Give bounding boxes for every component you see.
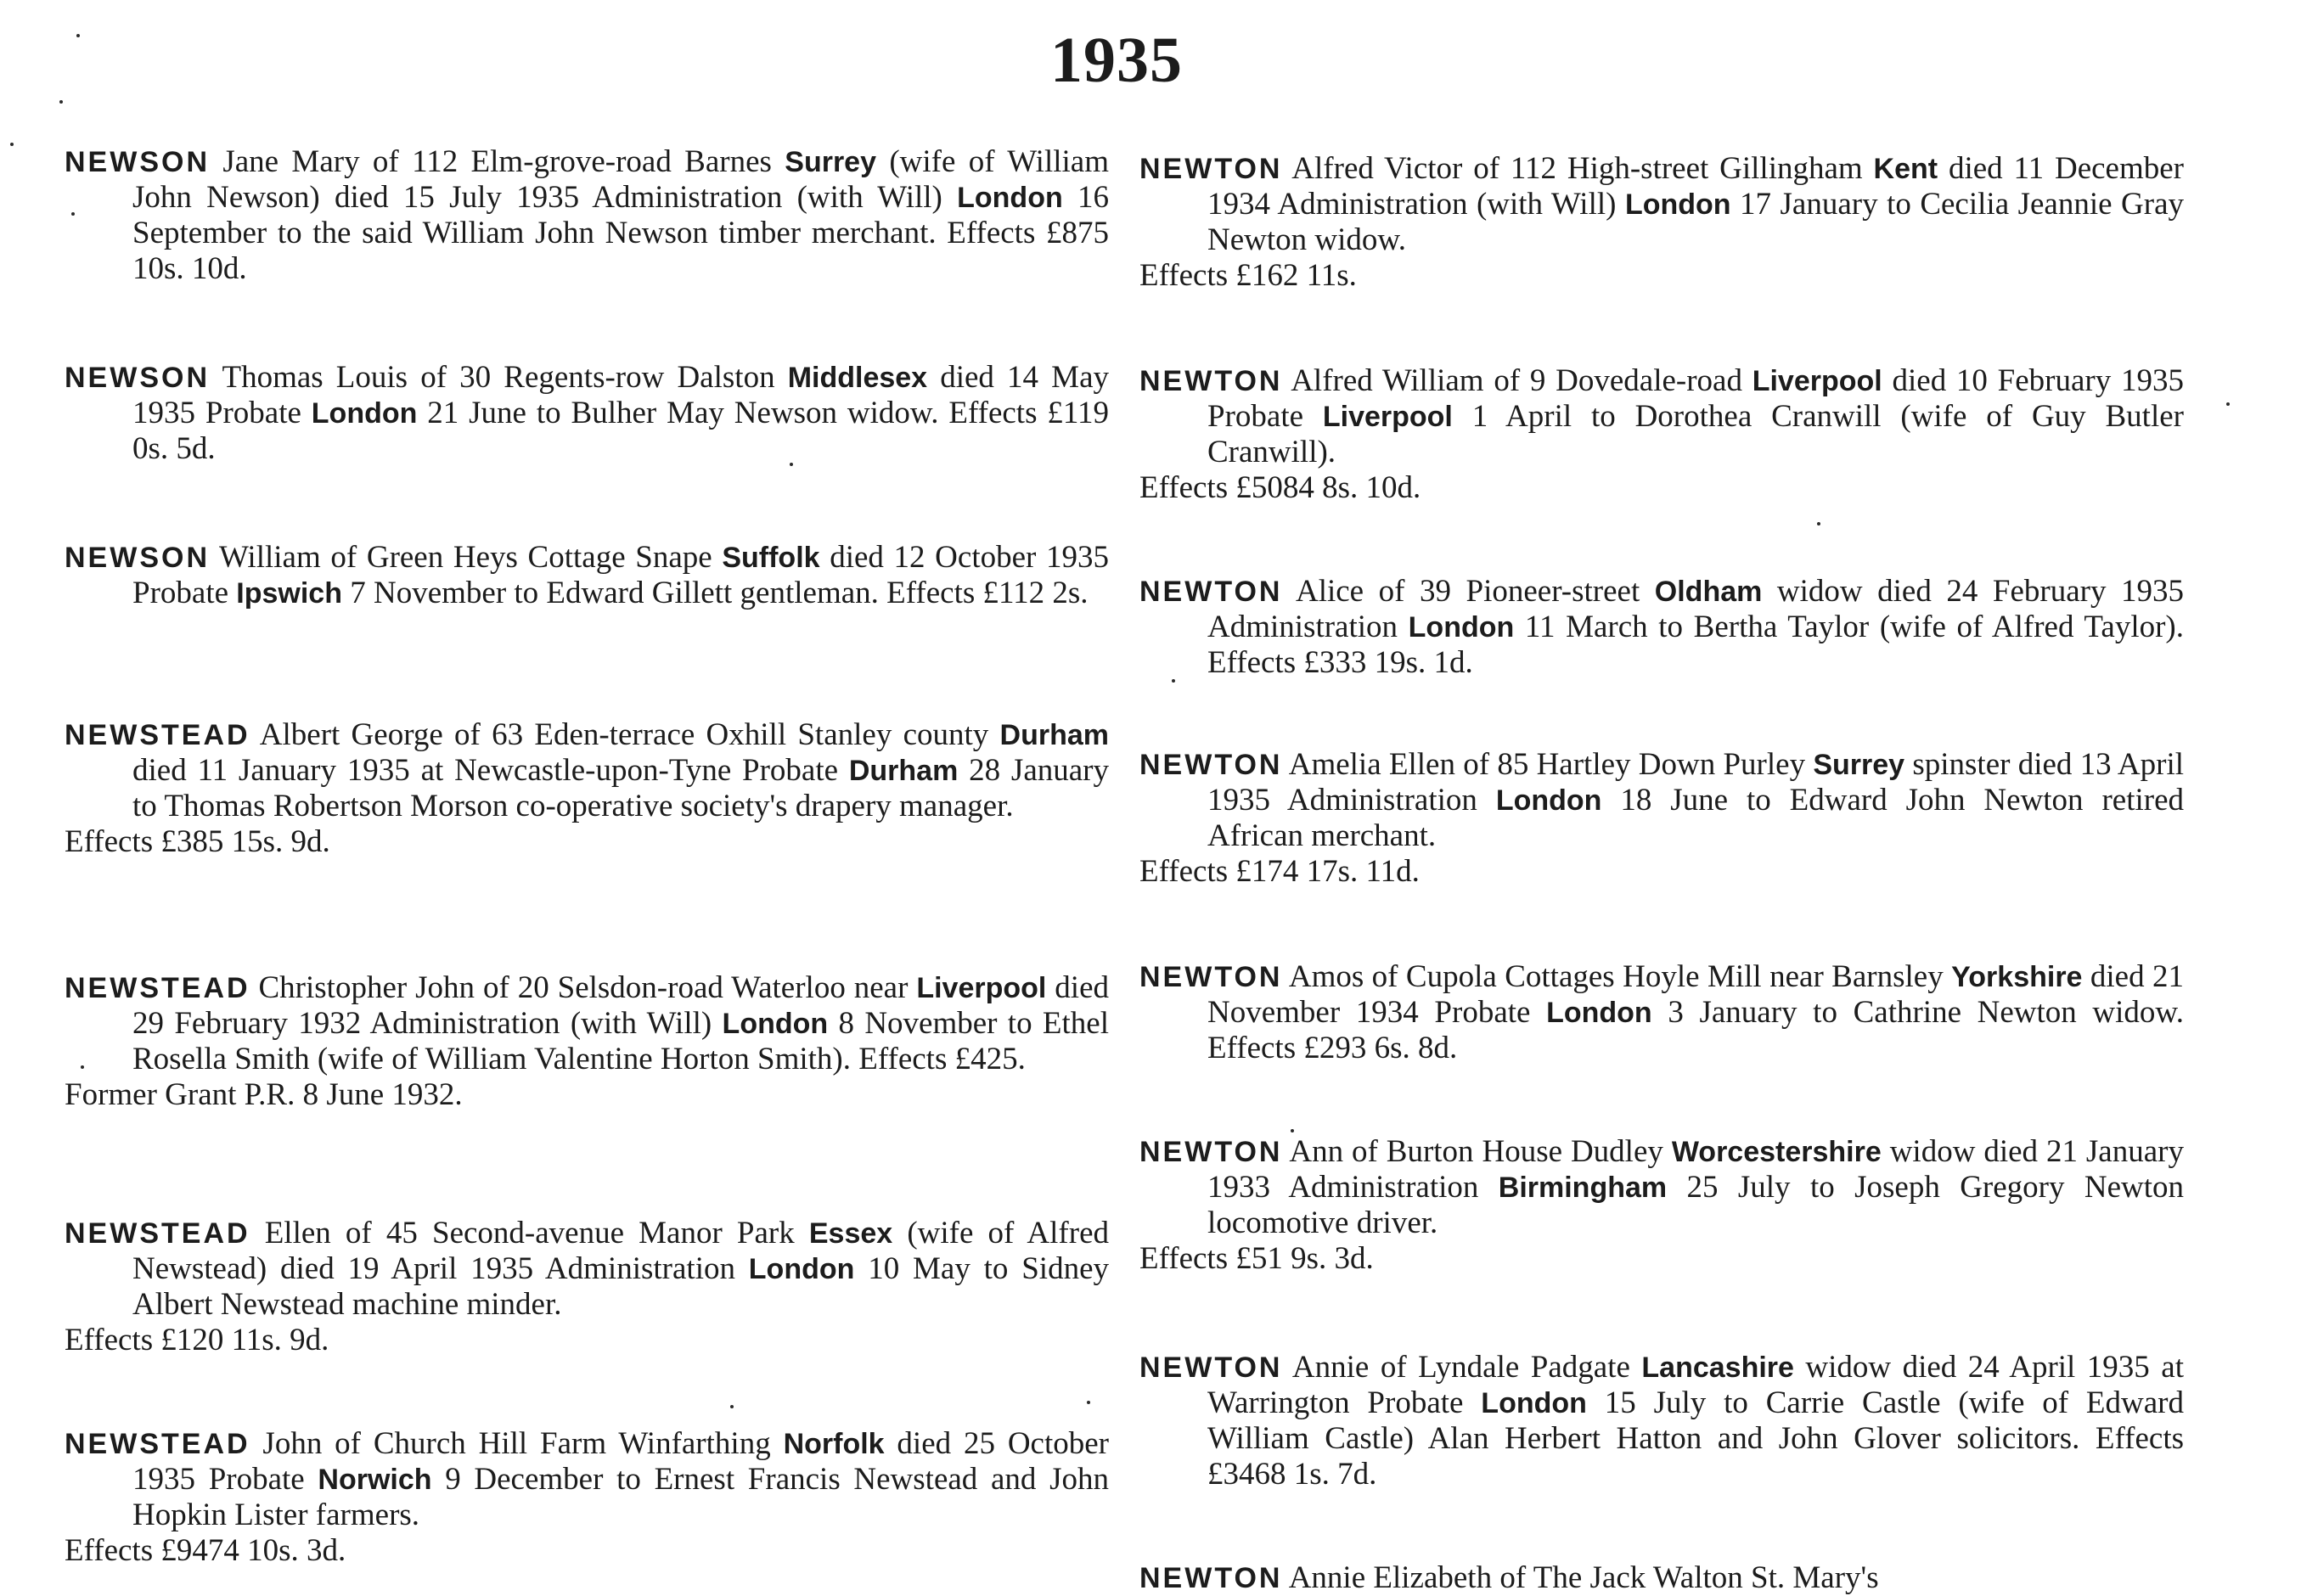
entry-text: died 12 October 1935 Probate [132, 540, 1109, 610]
entry-surname: NEWSTEAD [65, 1428, 250, 1460]
scan-speck [1817, 522, 1820, 525]
entry-surname: NEWTON [1139, 961, 1283, 993]
entry-text: Alice of 39 Pioneer-street [1295, 574, 1655, 609]
entry-text: Annie Elizabeth of The Jack Walton St. Mary's [1288, 1560, 1879, 1595]
entry-text: 11 March to Bertha Taylor (wife of Alfred Taylor). Effects £333 19s. 1d. [1207, 610, 2185, 680]
scan-speck [10, 143, 14, 146]
probate-entry [1139, 1560, 2184, 1596]
entry-surname: NEWTON [1139, 1562, 1283, 1594]
entry-text: 16 September to the said William John Newson timber merchant. Effects £875 10s. 10d. [132, 180, 1109, 286]
entry-place: Surrey [1813, 749, 1905, 781]
entry-text: 17 January to Cecilia Jeannie Gray Newton widow. [1207, 187, 2184, 257]
scan-speck [59, 100, 63, 104]
entry-text: William of Green Heys Cottage Snape [218, 540, 723, 575]
entry-text: Alfred Victor of 112 High-street Gillingham [1291, 151, 1874, 186]
entry-text: Annie of Lyndale Padgate [1291, 1350, 1642, 1385]
entry-text: (wife of William John Newson) died 15 July 1935 Administration (with Will) [132, 144, 1110, 215]
scan-speck [1291, 1129, 1294, 1132]
probate-entry [1139, 1350, 2184, 1492]
entry-text: Alfred William of 9 Dovedale-road [1291, 363, 1752, 398]
scan-speck [71, 212, 75, 216]
entry-text: Jane Mary of 112 Elm-grove-road Barnes [222, 144, 785, 179]
entry-effects: Effects £385 15s. 9d. [65, 824, 330, 859]
entry-surname: NEWSON [65, 146, 210, 178]
entry-place: London [957, 182, 1063, 214]
entry-surname: NEWTON [1139, 153, 1283, 185]
entry-text: died 29 February 1932 Administration (with Will) [132, 970, 1110, 1041]
entry-effects: Effects £174 17s. 11d. [1139, 854, 1420, 889]
entry-text: died 11 December 1934 Administration (with Will) [1207, 151, 2184, 222]
entry-text: 25 July to Joseph Gregory Newton locomotive driver. [1207, 1170, 2185, 1240]
entry-place: Liverpool [1322, 401, 1453, 433]
entry-surname: NEWTON [1139, 576, 1283, 608]
scan-speck [730, 1405, 734, 1408]
entry-surname: NEWSON [65, 362, 210, 394]
entry-effects: Effects £120 11s. 9d. [65, 1323, 329, 1357]
scan-speck [1087, 1401, 1090, 1404]
entry-place: Durham [848, 755, 959, 787]
entry-place: Suffolk [722, 542, 820, 574]
probate-entry [65, 1426, 1109, 1569]
entry-text: died 11 January 1935 at Newcastle-upon-Tyne Probate [132, 753, 849, 788]
entry-text: Christopher John of 20 Selsdon-road Waterloo near [258, 970, 917, 1005]
entry-place: Norwich [318, 1464, 432, 1496]
entry-place: Surrey [785, 146, 876, 178]
entry-surname: NEWTON [1139, 1136, 1283, 1168]
scan-speck [81, 1065, 84, 1069]
probate-entry [1139, 1134, 2184, 1277]
entry-place: London [311, 397, 418, 430]
entry-effects: Effects £162 11s. [1139, 258, 1357, 293]
entry-text: 10 May to Sidney Albert Newstead machine minder. [132, 1251, 1109, 1322]
entry-place: Kent [1873, 153, 1938, 185]
entry-place: Lancashire [1641, 1352, 1794, 1384]
entry-text: spinster died 13 April 1935 Administration [1207, 747, 2185, 818]
entry-place: Liverpool [916, 972, 1047, 1004]
entry-text: Amelia Ellen of 85 Hartley Down Purley [1288, 747, 1814, 782]
entry-text: John of Church Hill Farm Winfarthing [262, 1426, 784, 1461]
page-year: 1935 [1050, 25, 1183, 96]
entry-surname: NEWSTEAD [65, 719, 250, 751]
entry-text: 21 June to Bulher May Newson widow. Effects £119 0s. 5d. [132, 396, 1109, 466]
entry-effects: Effects £51 9s. 3d. [1139, 1241, 1374, 1276]
entry-text: 3 January to Cathrine Newton widow. Effects £293 6s. 8d. [1207, 995, 2184, 1065]
entry-place: Middlesex [787, 362, 928, 394]
entry-place: Birmingham [1498, 1172, 1668, 1204]
entry-text: 7 November to Edward Gillett gentleman. Effects £112 2s. [341, 576, 1089, 610]
entry-surname: NEWTON [1139, 1352, 1283, 1384]
entry-place: Oldham [1654, 576, 1763, 608]
entry-text: died 14 May 1935 Probate [132, 360, 1109, 430]
probate-entry [1139, 747, 2184, 890]
probate-entry [65, 540, 1109, 611]
probate-entry [1139, 574, 2184, 681]
entry-text: Albert George of 63 Eden-terrace Oxhill Stanley county [259, 717, 1000, 752]
entry-text: 1 April to Dorothea Cranwill (wife of Guy Butler Cranwill). [1207, 399, 2184, 469]
probate-entry [65, 1216, 1109, 1358]
entry-surname: NEWTON [1139, 365, 1283, 397]
entry-text: widow died 24 April 1935 at Warrington Probate [1207, 1350, 2184, 1420]
entry-surname: NEWSON [65, 542, 210, 574]
scan-speck [76, 34, 80, 37]
entry-text: Amos of Cupola Cottages Hoyle Mill near Barnsley [1288, 959, 1952, 994]
entry-place: London [1624, 188, 1731, 221]
entry-surname: NEWTON [1139, 749, 1283, 781]
entry-place: London [1495, 784, 1602, 817]
entry-text: died 25 October 1935 Probate [132, 1426, 1110, 1497]
entry-effects: Effects £5084 8s. 10d. [1139, 470, 1421, 505]
entry-text: (wife of Alfred Newstead) died 19 April 1935 Administration [132, 1216, 1110, 1286]
entry-note: Former Grant P.R. 8 June 1932. [65, 1077, 463, 1112]
entry-place: Essex [808, 1217, 893, 1250]
entry-place: London [1546, 997, 1652, 1029]
probate-entry [65, 360, 1109, 467]
entry-place: Ipswich [236, 577, 342, 610]
probate-entry [65, 144, 1109, 287]
entry-text: Ann of Burton House Dudley [1289, 1134, 1672, 1169]
entry-place: Durham [999, 719, 1109, 751]
entry-text: died 21 November 1934 Probate [1207, 959, 2184, 1030]
entry-text: 9 December to Ernest Francis Newstead and John Hopkin Lister farmers. [132, 1462, 1109, 1532]
entry-text: 15 July to Carrie Castle (wife of Edward William Castle) Alan Herbert Hatton and John Glover solicitors. Effects £3468 1s. 7d. [1207, 1385, 2184, 1492]
entry-text: 8 November to Ethel Rosella Smith (wife of William Valentine Horton Smith). Effects £425. [132, 1006, 1109, 1076]
probate-entry [1139, 959, 2184, 1066]
entry-surname: NEWSTEAD [65, 972, 250, 1004]
entry-text: widow died 21 January 1933 Administration [1207, 1134, 2184, 1205]
entry-place: Yorkshire [1951, 961, 2083, 993]
entry-place: London [748, 1253, 855, 1285]
entry-text: Thomas Louis of 30 Regents-row Dalston [222, 360, 788, 395]
entry-place: Liverpool [1752, 365, 1882, 397]
probate-entry [65, 970, 1109, 1113]
entry-place: London [722, 1008, 829, 1040]
scan-speck [790, 463, 793, 466]
probate-entry [1139, 363, 2184, 506]
entry-effects: Effects £9474 10s. 3d. [65, 1533, 346, 1568]
probate-entry [65, 717, 1109, 860]
scan-speck [2226, 402, 2230, 406]
entry-surname: NEWSTEAD [65, 1217, 250, 1250]
entry-text: Ellen of 45 Second-avenue Manor Park [264, 1216, 809, 1250]
entry-place: Worcestershire [1671, 1136, 1882, 1168]
entry-place: Norfolk [783, 1428, 885, 1460]
entry-text: widow died 24 February 1935 Administration [1207, 574, 2184, 644]
scan-speck [1172, 679, 1175, 683]
entry-place: London [1481, 1387, 1587, 1419]
entry-text: 28 January to Thomas Robertson Morson co-operative society's drapery manager. [132, 753, 1109, 823]
probate-entry [1139, 151, 2184, 294]
entry-place: London [1408, 611, 1515, 643]
entry-text: died 10 February 1935 Probate [1207, 363, 2184, 434]
entry-text: 18 June to Edward John Newton retired African merchant. [1207, 783, 2184, 853]
